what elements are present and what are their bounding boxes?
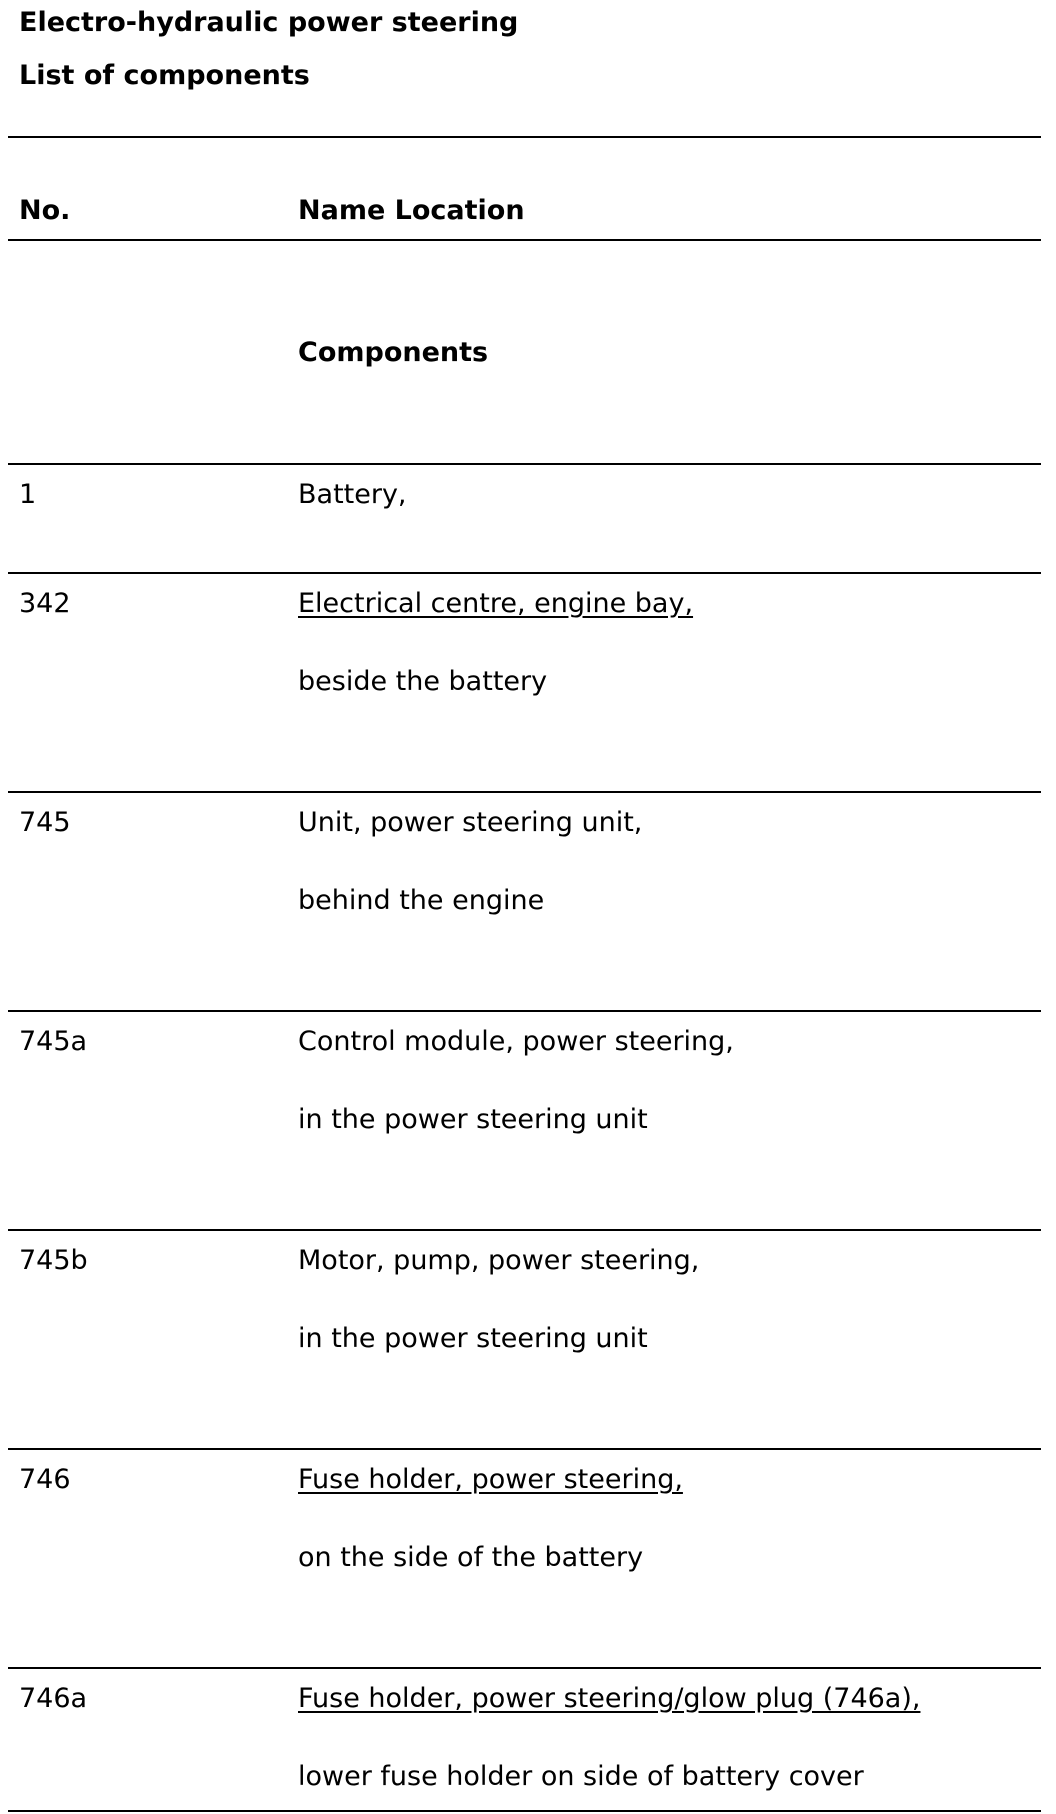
row-name: Unit, power steering unit, [298,807,643,838]
row-no: 745a [19,1026,88,1057]
row-no: 745 [19,807,71,838]
document-subtitle: List of components [19,60,310,91]
row-location: lower fuse holder on side of battery cover [298,1761,864,1792]
row-no: 745b [19,1245,88,1276]
row-location: behind the engine [298,885,545,916]
row-location: beside the battery [298,666,548,697]
header-name-location: Name Location [298,195,525,226]
row-divider [8,1229,1041,1231]
row-name: Battery, [298,479,407,510]
row-no: 746 [19,1464,71,1495]
row-location: on the side of the battery [298,1542,644,1573]
row-name: Control module, power steering, [298,1026,734,1057]
row-divider [8,1448,1041,1450]
row-location: in the power steering unit [298,1323,648,1354]
table-bottom-rule [8,1810,1041,1812]
row-name: Fuse holder, power steering, [298,1464,683,1495]
document-title: Electro-hydraulic power steering [19,7,519,38]
header-rule [8,239,1041,241]
section-label: Components [298,337,489,368]
row-no: 342 [19,588,71,619]
row-no: 1 [19,479,37,510]
header-no: No. [19,195,71,226]
row-divider [8,572,1041,574]
row-location: in the power steering unit [298,1104,648,1135]
row-divider [8,1667,1041,1669]
row-divider [8,1010,1041,1012]
table-top-rule [8,136,1041,138]
row-name: Fuse holder, power steering/glow plug (746a), [298,1683,921,1714]
row-divider [8,791,1041,793]
row-divider [8,463,1041,465]
row-no: 746a [19,1683,88,1714]
row-name: Motor, pump, power steering, [298,1245,700,1276]
row-name: Electrical centre, engine bay, [298,588,694,619]
